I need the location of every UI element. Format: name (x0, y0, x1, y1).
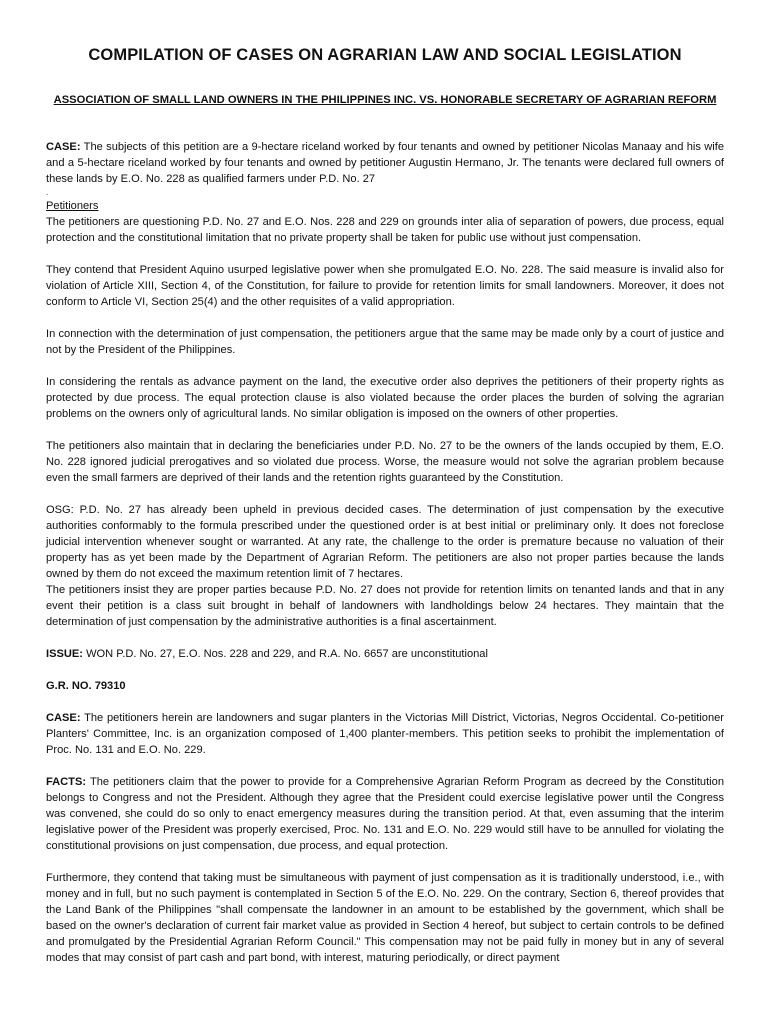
stray-dot: . (46, 188, 49, 197)
case-text-2: The petitioners herein are landowners and sugar planters in the Victorias Mill District, Victorias, Negros Occidental. Co-petitioner Planters' Committee, Inc. is an organization composed of 1,400 planter-members. This petition seeks to prohibit the implementation of Proc. No. 131 and E.O. No. 229. (46, 712, 724, 756)
case-label: CASE: (46, 141, 81, 153)
document-title: COMPILATION OF CASES ON AGRARIAN LAW AND SOCIAL LEGISLATION (88, 46, 682, 64)
facts-text: The petitioners claim that the power to provide for a Comprehensive Agrarian Reform Program as decreed by the Constitution belongs to Congress and not the President. Although they agree that the President could exercise legislative power until the Congress was convened, she could do so only to enact emergency measures during the transition period. At that, even assuming that the interim legislative power of the President was properly exercised, Proc. No. 131 and E.O. No. 229 would still have to be annulled for violating the constitutional provisions on just compensation, due process, and equal protection. (46, 776, 724, 852)
petitioners-label: Petitioners (46, 200, 99, 212)
paragraph-petitioners-1: The petitioners are questioning P.D. No. 27 and E.O. Nos. 228 and 229 on grounds inter alia of separation of powers, due process, equal protection and the constitutional limitation that no private property shall be taken for public use without just compensation. (46, 216, 724, 244)
paragraph-petitioners-5: The petitioners also maintain that in declaring the beneficiaries under P.D. No. 27 to be the owners of the lands occupied by them, E.O. No. 228 ignored judicial prerogatives and so violated due process. Worse, the measure would not solve the agrarian problem because even the small farmers are deprived of their lands and the retention rights guaranteed by the Constitution. (46, 440, 724, 484)
paragraph-petitioners-2: They contend that President Aquino usurped legislative power when she promulgated E.O. No. 228. The said measure is invalid also for violation of Article XIII, Section 4, of the Constitution, for failure to provide for retention limits for small landowners. Moreover, it does not conform to Article VI, Section 25(4) and the other requisites of a valid appropriation. (46, 264, 724, 308)
paragraph-insist: The petitioners insist they are proper parties because P.D. No. 27 does not provide for retention limits on tenanted lands and that in any event their petition is a class suit brought in behalf of landowners with landholdings below 24 hectares. They maintain that the determination of just compensation by the administrative authorities is a final ascertainment. (46, 584, 724, 628)
case-heading: ASSOCIATION OF SMALL LAND OWNERS IN THE PHILIPPINES INC. VS. HONORABLE SECRETARY OF AGRARIAN REFORM (53, 94, 717, 106)
issue-paragraph (46, 646, 724, 662)
case-text: The subjects of this petition are a 9-hectare riceland worked by four tenants and owned by petitioner Nicolas Manaay and his wife and a 5-hectare riceland worked by four tenants and owned by petitioner Augustin Hermano, Jr. The tenants were declared full owners of these lands by E.O. No. 228 as qualified farmers under P.D. No. 27 (46, 141, 724, 185)
paragraph-petitioners-3: In connection with the determination of just compensation, the petitioners argue that the same may be made only by a court of justice and not by the President of the Philippines. (46, 328, 724, 356)
facts-paragraph (46, 774, 724, 854)
case-paragraph-2 (46, 710, 724, 758)
paragraph-osg: OSG: P.D. No. 27 has already been upheld in previous decided cases. The determination of just compensation by the executive authorities conformably to the formula prescribed under the questioned order is at best initial or preliminary only. It does not foreclose judicial intervention whenever sought or warranted. At any rate, the challenge to the order is premature because no valuation of their property has as yet been made by the Department of Agrarian Reform. The petitioners are also not proper parties because the lands owned by them do not exceed the maximum retention limit of 7 hectares. (46, 504, 724, 580)
issue-label: ISSUE: (46, 648, 83, 660)
facts-label: FACTS: (46, 776, 87, 788)
issue-text: WON P.D. No. 27, E.O. Nos. 228 and 229, and R.A. No. 6657 are unconstitutional (83, 648, 488, 660)
paragraph-furthermore: Furthermore, they contend that taking must be simultaneous with payment of just compensation as it is traditionally understood, i.e., with money and in full, but no such payment is contemplated in Section 5 of the E.O. No. 229. On the contrary, Section 6, thereof provides that the Land Bank of the Philippines "shall compensate the landowner in an amount to be established by the government, which shall be based on the owner's declaration of current fair market value as provided in Section 4 hereof, but subject to certain controls to be defined and promulgated by the Presidential Agrarian Reform Council." This compensation may not be paid fully in money but in any of several modes that may consist of part cash and part bond, with interest, maturing periodically, or direct payment (46, 872, 724, 964)
paragraph-petitioners-4: In considering the rentals as advance payment on the land, the executive order also deprives the petitioners of their property rights as protected by due process. The equal protection clause is also violated because the order places the burden of solving the agrarian problems on the owners only of agricultural lands. No similar obligation is imposed on the owners of other properties. (46, 376, 724, 420)
case-paragraph (46, 139, 724, 187)
gr-number: G.R. NO. 79310 (46, 680, 126, 692)
case-label-2: CASE: (46, 712, 81, 724)
